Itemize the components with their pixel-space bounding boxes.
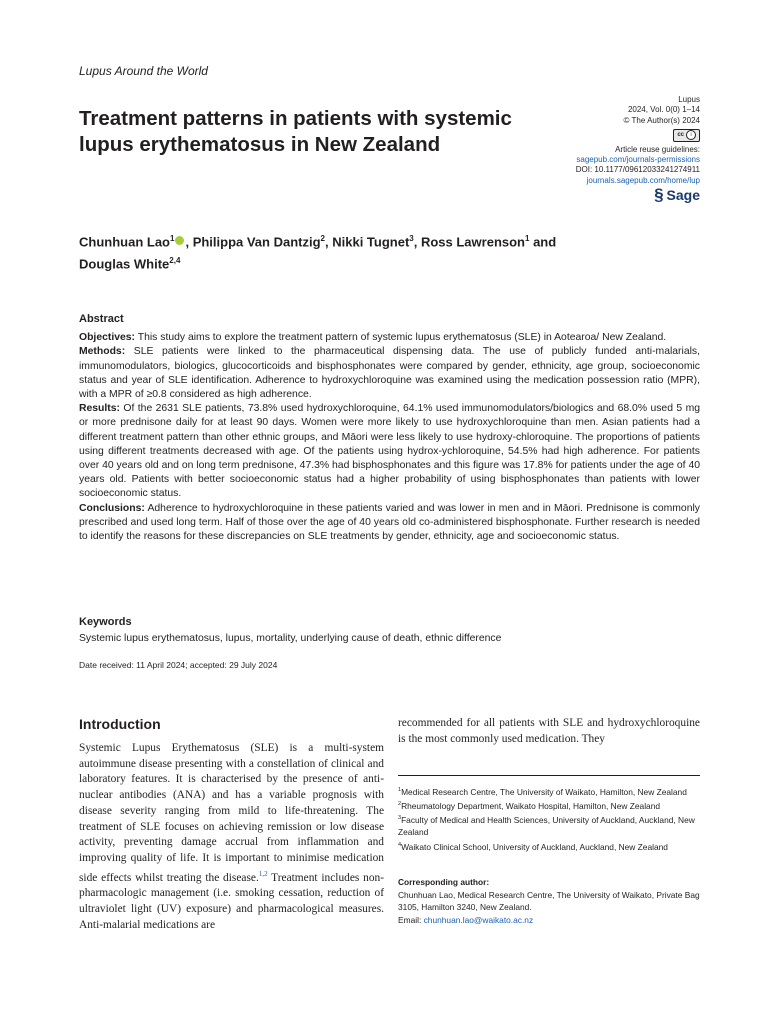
reuse-label: Article reuse guidelines: (615, 144, 700, 154)
corresponding-author (398, 876, 703, 926)
keywords (79, 615, 700, 646)
journal-name: Lupus (678, 95, 700, 104)
footnote-divider (398, 775, 700, 776)
journal-link[interactable]: journals.sagepub.com/home/lup (586, 175, 700, 185)
corresponding-label: Corresponding author: (398, 877, 490, 887)
introduction-heading: Introduction (79, 716, 161, 732)
author-name[interactable]: Ross Lawrenson (420, 234, 525, 250)
abstract-conclusions: Conclusions: Adherence to hydroxychloroquine in these patients varied and was lower in men and in Māori. Prednisone is commonly prescribed and used long term. Half of those over the age of 40 years old co-administered bisphosphonate. Further research is needed to identify the reasons for these discrepancies on SLE treatments by gender, ethnicity, age and socioeconomic status. (79, 502, 700, 543)
doi[interactable]: DOI: 10.1177/09612033241274911 (575, 165, 700, 175)
affiliations (398, 784, 703, 853)
abstract (79, 312, 700, 544)
introduction-paragraph-col2: recommended for all patients with SLE and hydroxychloroquine is the most commonly used medication. They (398, 717, 700, 745)
received-dates: Date received: 11 April 2024; accepted: 29 July 2024 (79, 660, 278, 670)
author-name[interactable]: Nikki Tugnet (332, 234, 410, 250)
cc-label: cc (677, 132, 684, 139)
email-label: Email: (398, 914, 422, 925)
reuse-link[interactable]: sagepub.com/journals-permissions (576, 155, 700, 165)
author-list: Chunhuan Lao$^1$ , Philippa Van Dantzig$^2$, Nikki Tugnet$^3$, Ross Lawrenson$^1$ and Douglas White$^{2,4}$ (79, 234, 557, 272)
article-title: Treatment patterns in patients with systemic lupus erythematosus in New Zealand (79, 107, 512, 156)
author-name[interactable]: Douglas White (79, 256, 170, 272)
volume-line: 2024, Vol. 0(0) 1–14 (627, 105, 700, 115)
author-name[interactable]: Chunhuan Lao (79, 234, 170, 250)
keywords-text: Systemic lupus erythematosus, lupus, mortality, underlying cause of death, ethnic difference (79, 633, 502, 644)
author-affiliation-sup: 3 (409, 234, 414, 243)
affiliation: $^4$Waikato Clinical School, University of Auckland, Auckland, New Zealand (398, 841, 668, 852)
author-affiliation-sup: 1 (170, 234, 175, 243)
abstract-heading: Abstract (79, 313, 124, 325)
author-name[interactable]: Philippa Van Dantzig (192, 234, 321, 250)
article-meta (520, 95, 700, 203)
sage-s-icon: § (654, 185, 664, 205)
journal-section-label: Lupus Around the World (79, 64, 208, 78)
affiliation: $^1$Medical Research Centre, The University of Waikato, Hamilton, New Zealand (398, 786, 687, 797)
email-link[interactable]: chunhuan.lao@waikato.ac.nz (423, 914, 534, 925)
keywords-heading: Keywords (79, 616, 132, 628)
orcid-icon[interactable] (175, 236, 184, 245)
corresponding-address: Chunhuan Lao, Medical Research Centre, The University of Waikato, Private Bag 3105, Hamilton 3240, New Zealand. (398, 889, 700, 912)
cc-by-icon: i (686, 130, 696, 140)
sage-logo[interactable] (654, 185, 700, 205)
cc-license-badge[interactable] (673, 129, 700, 142)
affiliation: $^3$Faculty of Medical and Health Sciences, University of Auckland, Auckland, New Zealand (398, 814, 695, 838)
author-affiliation-sup: 2,4 (169, 256, 181, 266)
author-affiliation-sup: 2 (320, 234, 325, 243)
affiliation: $^2$Rheumatology Department, Waikato Hospital, Hamilton, New Zealand (398, 800, 661, 811)
abstract-objectives: Objectives: This study aims to explore the treatment pattern of systemic lupus erythematosus (SLE) in Aotearoa/ New Zealand. (79, 332, 667, 344)
copyright: © The Author(s) 2024 (623, 115, 700, 125)
author-affiliation-sup: 1 (525, 234, 530, 243)
abstract-methods: Methods: SLE patients were linked to the pharmaceutical dispensing data. The use of publicly funded anti-malarials, immunomodulators, biologics, glucocorticoids and bisphosphonates were compared by gender, ethnicity, age group, socioeconomic status and year of SLE identification. Adherence to hydroxychloroquine was examined using the medication possession ratio (MPR), with a MPR of ≥0.8 considered as high adherence. (79, 346, 700, 401)
abstract-results: Results: Of the 2631 SLE patients, 73.8% used hydroxychloroquine, 64.1% used immunomodulators/biologics and 68.0% used 5 mg or more prednisone daily for at least 90 days. Women were more likely to use hydroxychloroquine than men. Asian patients had a different treatment pattern than other ethnic groups, and Māori were less likely to use hydroxy-chloroquine. The proportions of patients using different treatments decreased with age. Of the patients using hydrox-ychloroquine, 54.5% had high adherence. For patients over 40 years old and on long term prednisone, 47.3% had bisphosphonates and this figure was 17.8% for patients under the age of 40 years old. Patients with better socioeconomic status had a higher probability of using bisphosphonates than patients with lower socioeconomic status. (79, 403, 701, 500)
reference-link[interactable]: 1,2 (258, 869, 268, 878)
publisher-name: Sage (666, 187, 700, 204)
introduction-paragraph: Systemic Lupus Erythematosus (SLE) is a multi-system autoimmune disease presenting with a constellation of clinical and laboratory features. It is characterised by the presence of anti-nuclear antibodies (ANA) and has a variable prognosis with disease severity ranging from mild to life-threatening. The treatment of SLE focuses on achieving remission or low disease activity, preventing damage accrual from inflammation and improving quality of life. It is important to minimise medication side effects whilst treating the disease.$^{1,2}$ Treatment includes non-pharmacologic management (i.e. smoking cessation, reduction of ultraviolet light (UV) exposure) and pharmacological measures. Anti-malarial medications are (79, 742, 385, 931)
